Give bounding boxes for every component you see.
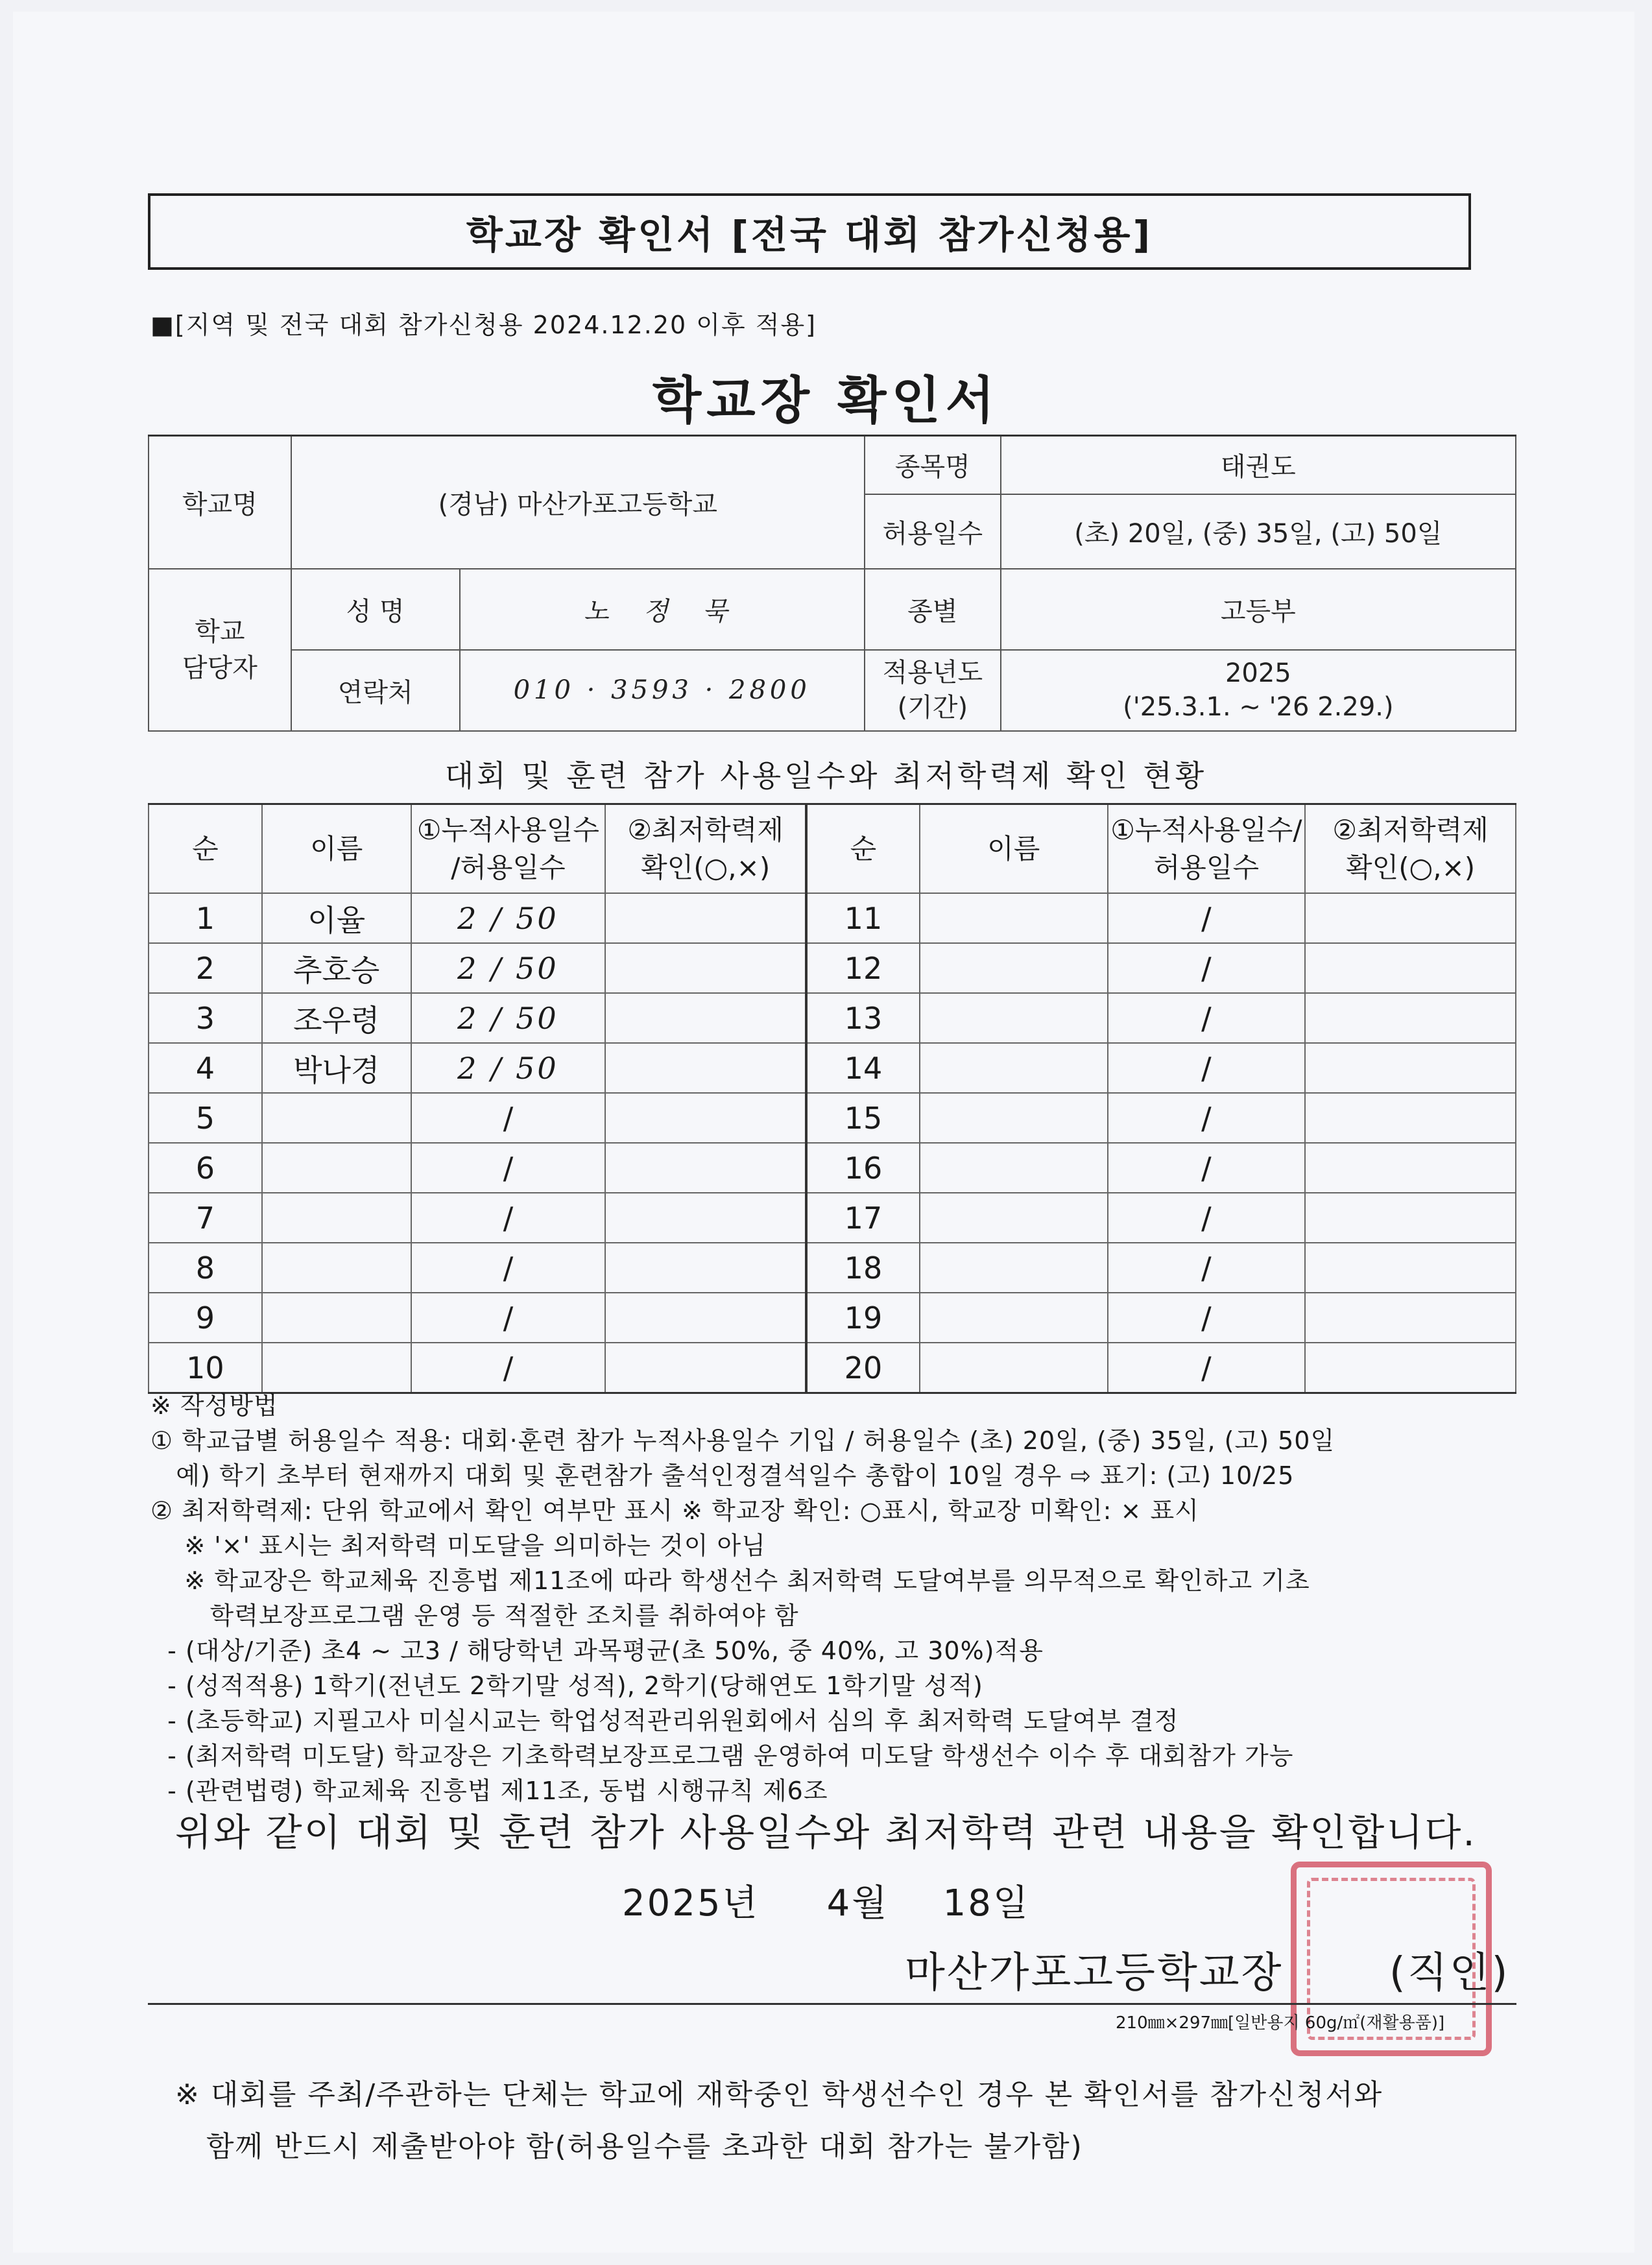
row-no: 6 [149, 1143, 262, 1193]
row-days: / [1108, 943, 1306, 993]
row-name [920, 943, 1108, 993]
applicability-note: ■[지역 및 전국 대회 참가신청용 2024.12.20 이후 적용] [150, 311, 817, 339]
row-check [1305, 1343, 1516, 1393]
row-no: 12 [806, 943, 920, 993]
allowed-days-value: (초) 20일, (중) 35일, (고) 50일 [1001, 494, 1516, 569]
sport-label: 종목명 [865, 436, 1001, 494]
table-row [149, 1143, 1516, 1193]
principal-signature-line [905, 1939, 1509, 1999]
row-name [920, 1243, 1108, 1293]
year-label: 적용년도 (기간) [865, 650, 1001, 731]
note-line: - (대상/기준) 초4 ~ 고3 / 해당학년 과목평균(초 50%, 중 40%, 고 30%)적용 [150, 1636, 1044, 1665]
header-days-right: ①누적사용일수/ 허용일수 [1108, 804, 1306, 894]
row-check [1305, 993, 1516, 1043]
row-days: / [1108, 1193, 1306, 1243]
row-check [605, 1293, 806, 1343]
row-days: / [1108, 1293, 1306, 1343]
table-row [149, 1293, 1516, 1343]
row-check [605, 893, 806, 943]
row-check [605, 1043, 806, 1093]
header-check-right: ②최저학력제 확인(○,×) [1305, 804, 1516, 894]
contact-handwritten: 010 · 3593 · 2800 [460, 650, 865, 731]
sport-value: 태권도 [1001, 436, 1516, 494]
row-no: 16 [806, 1143, 920, 1193]
note-line: - (성적적용) 1학기(전년도 2학기말 성적), 2학기(당해연도 1학기말 성적) [150, 1672, 983, 1700]
row-days: / [1108, 1143, 1306, 1193]
row-no: 13 [806, 993, 920, 1043]
row-name: 조우령 [262, 993, 411, 1043]
note-line: ② 최저학력제: 단위 학교에서 확인 여부만 표시 ※ 학교장 확인: ○표시, 학교장 미확인: × 표시 [150, 1496, 1199, 1525]
row-no: 17 [806, 1193, 920, 1243]
row-name [920, 1143, 1108, 1193]
main-title: 학교장 확인서 [652, 372, 1000, 430]
row-name [920, 1293, 1108, 1343]
row-name [262, 1093, 411, 1143]
submission-notice [175, 2069, 1524, 2173]
note-line: ※ 학교장은 학교체육 진흥법 제11조에 따라 학생선수 최저학력 도달여부를 의무적으로 확인하고 기초 [150, 1566, 1310, 1595]
row-check [605, 993, 806, 1043]
row-name [920, 1343, 1108, 1393]
school-name-label: 학교명 [149, 436, 291, 569]
contact-label: 연락처 [291, 650, 460, 731]
row-days-handwritten: 2 / 50 [411, 1043, 606, 1093]
row-name: 이율 [262, 893, 411, 943]
row-days: / [1108, 1043, 1306, 1093]
row-name: 박나경 [262, 1043, 411, 1093]
name-label: 성 명 [291, 569, 460, 650]
table-row [149, 1193, 1516, 1243]
row-no: 3 [149, 993, 262, 1043]
row-days: / [1108, 893, 1306, 943]
row-check [605, 1093, 806, 1143]
row-days: / [411, 1143, 606, 1193]
header-name-left: 이름 [262, 804, 411, 894]
row-no: 8 [149, 1243, 262, 1293]
row-check [1305, 1093, 1516, 1143]
division-label: 종별 [865, 569, 1001, 650]
date-day: 18일 [942, 1882, 1030, 1924]
note-line: - (관련법령) 학교체육 진흥법 제11조, 동법 시행규칙 제6조 [150, 1777, 828, 1805]
note-line: ① 학교급별 허용일수 적용: 대회·훈련 참가 누적사용일수 기입 / 허용일수 (초) 20일, (중) 35일, (고) 50일 [150, 1426, 1335, 1455]
row-check [605, 943, 806, 993]
row-name [920, 1193, 1108, 1243]
manager-name-handwritten: 노 정 묵 [460, 569, 865, 650]
row-days-handwritten: 2 / 50 [411, 943, 606, 993]
row-name: 추호승 [262, 943, 411, 993]
school-info-table [148, 435, 1516, 732]
instructions-block [150, 1388, 1519, 1808]
row-name [262, 1343, 411, 1393]
header-no-left: 순 [149, 804, 262, 894]
row-name [920, 893, 1108, 943]
year-value: 2025 [1225, 658, 1291, 688]
note-line: ※ 작성방법 [150, 1391, 278, 1420]
row-no: 11 [806, 893, 920, 943]
row-no: 4 [149, 1043, 262, 1093]
row-days: / [411, 1193, 606, 1243]
table-row [149, 943, 1516, 993]
row-no: 7 [149, 1193, 262, 1243]
manager-label: 학교 담당자 [149, 569, 291, 731]
row-no: 1 [149, 893, 262, 943]
row-check [1305, 1193, 1516, 1243]
header-check-left: ②최저학력제 확인(○,×) [605, 804, 806, 894]
table-row [149, 893, 1516, 943]
participant-roster-table [148, 803, 1516, 1394]
year-period: ('25.3.1. ~ '26 2.29.) [1123, 692, 1394, 722]
table-row [149, 993, 1516, 1043]
row-name [262, 1293, 411, 1343]
row-check [1305, 1143, 1516, 1193]
row-no: 20 [806, 1343, 920, 1393]
note-line: - (최저학력 미도달) 학교장은 기초학력보장프로그램 운영하여 미도달 학생선수 이수 후 대회참가 가능 [150, 1742, 1294, 1770]
row-days: / [411, 1093, 606, 1143]
row-days: / [1108, 1243, 1306, 1293]
row-no: 14 [806, 1043, 920, 1093]
row-check [605, 1193, 806, 1243]
row-no: 15 [806, 1093, 920, 1143]
school-name-value: (경남) 마산가포고등학교 [291, 436, 865, 569]
row-name [920, 1043, 1108, 1093]
note-line: 예) 학기 초부터 현재까지 대회 및 훈련참가 출석인정결석일수 총합이 10일 경우 ⇨ 표기: (고) 10/25 [150, 1461, 1295, 1490]
row-name [262, 1143, 411, 1193]
row-days: / [411, 1243, 606, 1293]
document-box-title: 학교장 확인서 [전국 대회 참가신청용] [148, 193, 1471, 270]
row-check [1305, 893, 1516, 943]
date-month: 4월 [826, 1882, 889, 1924]
row-no: 18 [806, 1243, 920, 1293]
year-cell [1001, 650, 1516, 731]
row-no: 19 [806, 1293, 920, 1343]
row-days: / [411, 1293, 606, 1343]
row-name [920, 993, 1108, 1043]
paper-spec: 210㎜×297㎜[일반용지 60g/㎡(재활용품)] [1116, 2013, 1445, 2033]
row-check [605, 1343, 806, 1393]
note-line: 학력보장프로그램 운영 등 적절한 조치를 취하여야 함 [150, 1601, 799, 1630]
row-days: / [1108, 1093, 1306, 1143]
row-check [1305, 1243, 1516, 1293]
row-no: 9 [149, 1293, 262, 1343]
notice-line-2: 함께 반드시 제출받아야 함(허용일수를 초과한 대회 참가는 불가함) [175, 2130, 1083, 2163]
row-check [605, 1143, 806, 1193]
row-name [920, 1093, 1108, 1143]
row-days-handwritten: 2 / 50 [411, 993, 606, 1043]
row-check [1305, 1043, 1516, 1093]
date-year: 2025년 [622, 1882, 760, 1924]
row-check [605, 1243, 806, 1293]
row-check [1305, 943, 1516, 993]
note-line: - (초등학교) 지필고사 미실시교는 학업성적관리위원회에서 심의 후 최저학력 도달여부 결정 [150, 1707, 1179, 1735]
header-no-right: 순 [806, 804, 920, 894]
row-days-handwritten: 2 / 50 [411, 893, 606, 943]
row-no: 5 [149, 1093, 262, 1143]
row-check [1305, 1293, 1516, 1343]
header-days-left: ①누적사용일수 /허용일수 [411, 804, 606, 894]
row-no: 10 [149, 1343, 262, 1393]
note-line: ※ '×' 표시는 최저학력 미도달을 의미하는 것이 아님 [150, 1531, 766, 1560]
row-name [262, 1193, 411, 1243]
confirmation-statement: 위와 같이 대회 및 훈련 참가 사용일수와 최저학력 관련 내용을 확인합니다. [175, 1810, 1477, 1854]
table-row [149, 1243, 1516, 1293]
row-days: / [411, 1343, 606, 1393]
row-days: / [1108, 1343, 1306, 1393]
footer-divider [148, 2003, 1516, 2005]
table-row [149, 1043, 1516, 1093]
allowed-days-label: 허용일수 [865, 494, 1001, 569]
division-value: 고등부 [1001, 569, 1516, 650]
table-row [149, 1093, 1516, 1143]
row-no: 2 [149, 943, 262, 993]
notice-line-1: ※ 대회를 주최/주관하는 단체는 학교에 재학중인 학생선수인 경우 본 확인서를 참가신청서와 [175, 2078, 1383, 2111]
table-row [149, 1343, 1516, 1393]
section-title: 대회 및 훈련 참가 사용일수와 최저학력제 확인 현황 [444, 758, 1208, 793]
principal-title: 마산가포고등학교장 [905, 1949, 1284, 1997]
row-name [262, 1243, 411, 1293]
seal-label: (직인) [1389, 1949, 1510, 1997]
row-days: / [1108, 993, 1306, 1043]
header-name-right: 이름 [920, 804, 1108, 894]
